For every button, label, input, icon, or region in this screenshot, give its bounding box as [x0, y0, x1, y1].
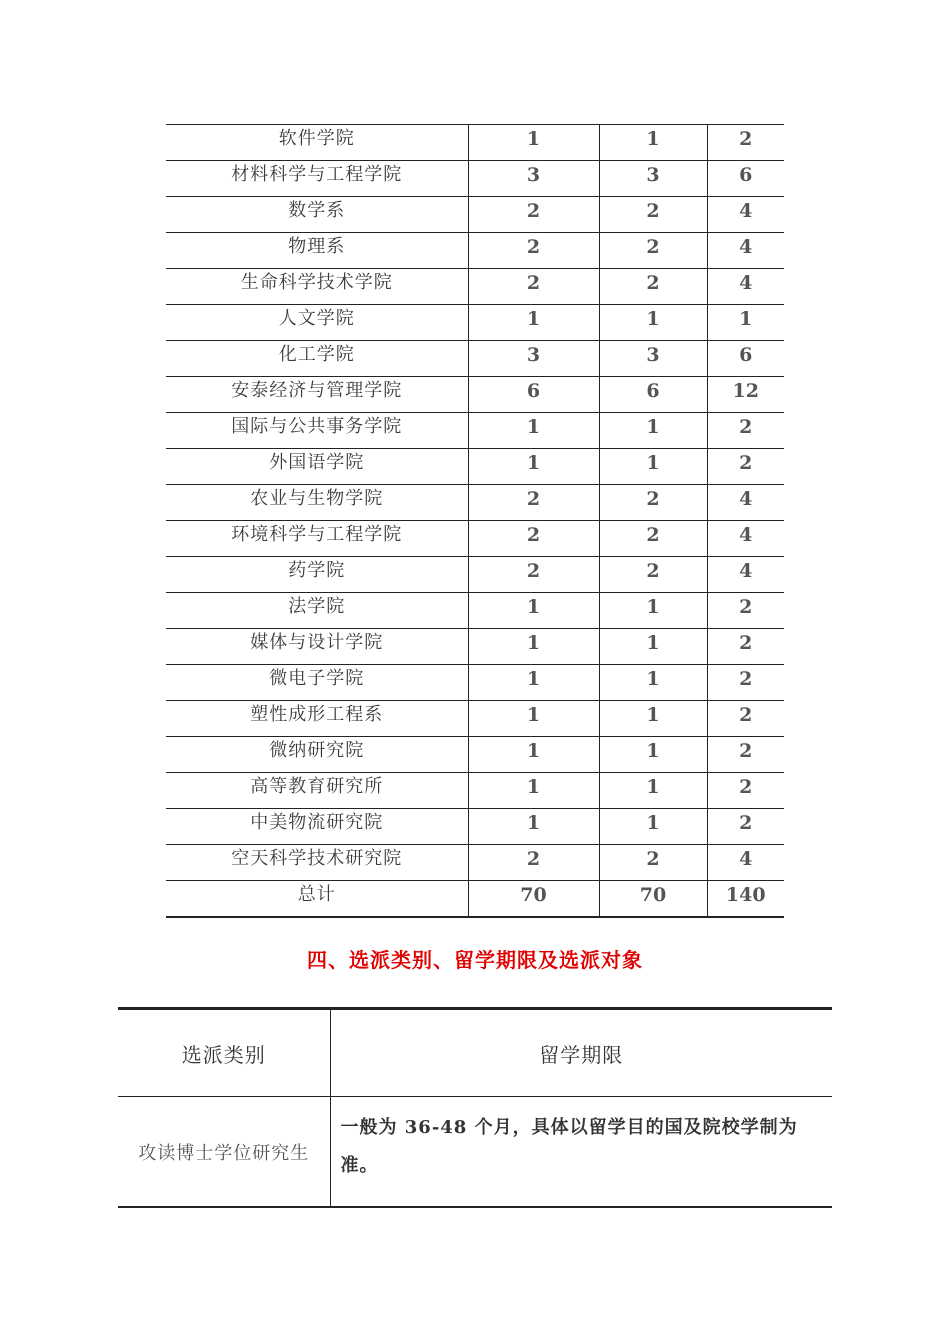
- quota-b: 1: [599, 629, 707, 665]
- quota-total: 4: [707, 233, 784, 269]
- department-name: 环境科学与工程学院: [166, 521, 468, 557]
- table-row: [166, 521, 784, 557]
- department-name: 塑性成形工程系: [166, 701, 468, 737]
- department-name: 药学院: [166, 557, 468, 593]
- header-category: 选派类别: [118, 1009, 330, 1097]
- quota-b: 1: [599, 809, 707, 845]
- department-name: 人文学院: [166, 305, 468, 341]
- quota-a: 2: [468, 197, 599, 233]
- quota-b: 2: [599, 557, 707, 593]
- table-row: [166, 665, 784, 701]
- quota-a: 2: [468, 845, 599, 881]
- table-row: [166, 773, 784, 809]
- quota-a: 1: [468, 665, 599, 701]
- quota-a: 3: [468, 341, 599, 377]
- department-name: 生命科学技术学院: [166, 269, 468, 305]
- quota-total: 4: [707, 485, 784, 521]
- department-name: 总计: [166, 881, 468, 918]
- table-row: [166, 233, 784, 269]
- department-name: 安泰经济与管理学院: [166, 377, 468, 413]
- quota-a: 2: [468, 269, 599, 305]
- quota-b: 2: [599, 521, 707, 557]
- quota-b: 1: [599, 305, 707, 341]
- quota-total: 4: [707, 269, 784, 305]
- department-name: 空天科学技术研究院: [166, 845, 468, 881]
- quota-b: 1: [599, 665, 707, 701]
- quota-b: 2: [599, 197, 707, 233]
- category-table-header-row: [118, 1009, 832, 1097]
- department-name: 数学系: [166, 197, 468, 233]
- quota-a: 1: [468, 629, 599, 665]
- table-row: [166, 305, 784, 341]
- quota-b: 2: [599, 269, 707, 305]
- table-row: [166, 485, 784, 521]
- quota-a: 1: [468, 809, 599, 845]
- quota-total: 2: [707, 413, 784, 449]
- quota-total: 4: [707, 845, 784, 881]
- quota-table-body: [166, 125, 784, 918]
- quota-total: 4: [707, 521, 784, 557]
- table-row: [166, 197, 784, 233]
- quota-total: 2: [707, 665, 784, 701]
- department-name: 高等教育研究所: [166, 773, 468, 809]
- quota-b: 2: [599, 845, 707, 881]
- table-row: [166, 701, 784, 737]
- quota-b: 70: [599, 881, 707, 918]
- quota-total: 2: [707, 593, 784, 629]
- table-row: [166, 269, 784, 305]
- quota-a: 1: [468, 449, 599, 485]
- quota-total: 2: [707, 125, 784, 161]
- department-name: 软件学院: [166, 125, 468, 161]
- quota-a: 2: [468, 557, 599, 593]
- category-table: [118, 1007, 832, 1208]
- department-name: 媒体与设计学院: [166, 629, 468, 665]
- quota-a: 1: [468, 305, 599, 341]
- table-row: [166, 161, 784, 197]
- table-row: [166, 629, 784, 665]
- quota-total: 2: [707, 629, 784, 665]
- quota-total: 140: [707, 881, 784, 918]
- quota-total: 4: [707, 197, 784, 233]
- header-duration: 留学期限: [330, 1009, 832, 1097]
- table-row: [166, 737, 784, 773]
- department-name: 国际与公共事务学院: [166, 413, 468, 449]
- quota-total: 2: [707, 701, 784, 737]
- quota-b: 2: [599, 485, 707, 521]
- table-row: [166, 809, 784, 845]
- quota-a: 1: [468, 737, 599, 773]
- row-category: 攻读博士学位研究生: [118, 1097, 330, 1208]
- row-duration: 一般为 36-48 个月，具体以留学目的国及院校学制为准。: [330, 1097, 832, 1208]
- department-name: 化工学院: [166, 341, 468, 377]
- quota-a: 3: [468, 161, 599, 197]
- quota-total: 2: [707, 737, 784, 773]
- quota-a: 6: [468, 377, 599, 413]
- quota-total: 2: [707, 449, 784, 485]
- quota-a: 70: [468, 881, 599, 918]
- quota-a: 1: [468, 413, 599, 449]
- quota-table: [166, 124, 784, 918]
- table-row: [166, 593, 784, 629]
- quota-b: 1: [599, 449, 707, 485]
- quota-b: 1: [599, 413, 707, 449]
- quota-total: 1: [707, 305, 784, 341]
- table-row: [166, 845, 784, 881]
- quota-total: 6: [707, 341, 784, 377]
- table-row: [166, 557, 784, 593]
- quota-a: 2: [468, 521, 599, 557]
- quota-a: 2: [468, 233, 599, 269]
- quota-b: 6: [599, 377, 707, 413]
- quota-a: 1: [468, 773, 599, 809]
- quota-total: 6: [707, 161, 784, 197]
- department-name: 材料科学与工程学院: [166, 161, 468, 197]
- table-row: [166, 125, 784, 161]
- quota-b: 1: [599, 593, 707, 629]
- quota-total: 12: [707, 377, 784, 413]
- table-row: [166, 449, 784, 485]
- quota-b: 3: [599, 161, 707, 197]
- department-name: 中美物流研究院: [166, 809, 468, 845]
- table-row: [166, 413, 784, 449]
- quota-b: 3: [599, 341, 707, 377]
- quota-total: 2: [707, 773, 784, 809]
- category-table-row: [118, 1097, 832, 1208]
- department-name: 法学院: [166, 593, 468, 629]
- quota-total: 2: [707, 809, 784, 845]
- quota-b: 1: [599, 125, 707, 161]
- department-name: 微电子学院: [166, 665, 468, 701]
- quota-b: 1: [599, 701, 707, 737]
- department-name: 外国语学院: [166, 449, 468, 485]
- quota-b: 1: [599, 737, 707, 773]
- department-name: 农业与生物学院: [166, 485, 468, 521]
- quota-total: 4: [707, 557, 784, 593]
- department-name: 物理系: [166, 233, 468, 269]
- quota-a: 1: [468, 701, 599, 737]
- table-row: [166, 881, 784, 918]
- quota-b: 1: [599, 773, 707, 809]
- quota-b: 2: [599, 233, 707, 269]
- quota-a: 2: [468, 485, 599, 521]
- section-heading: 四、选派类别、留学期限及选派对象: [307, 948, 643, 972]
- table-row: [166, 341, 784, 377]
- quota-a: 1: [468, 593, 599, 629]
- department-name: 微纳研究院: [166, 737, 468, 773]
- quota-a: 1: [468, 125, 599, 161]
- table-row: [166, 377, 784, 413]
